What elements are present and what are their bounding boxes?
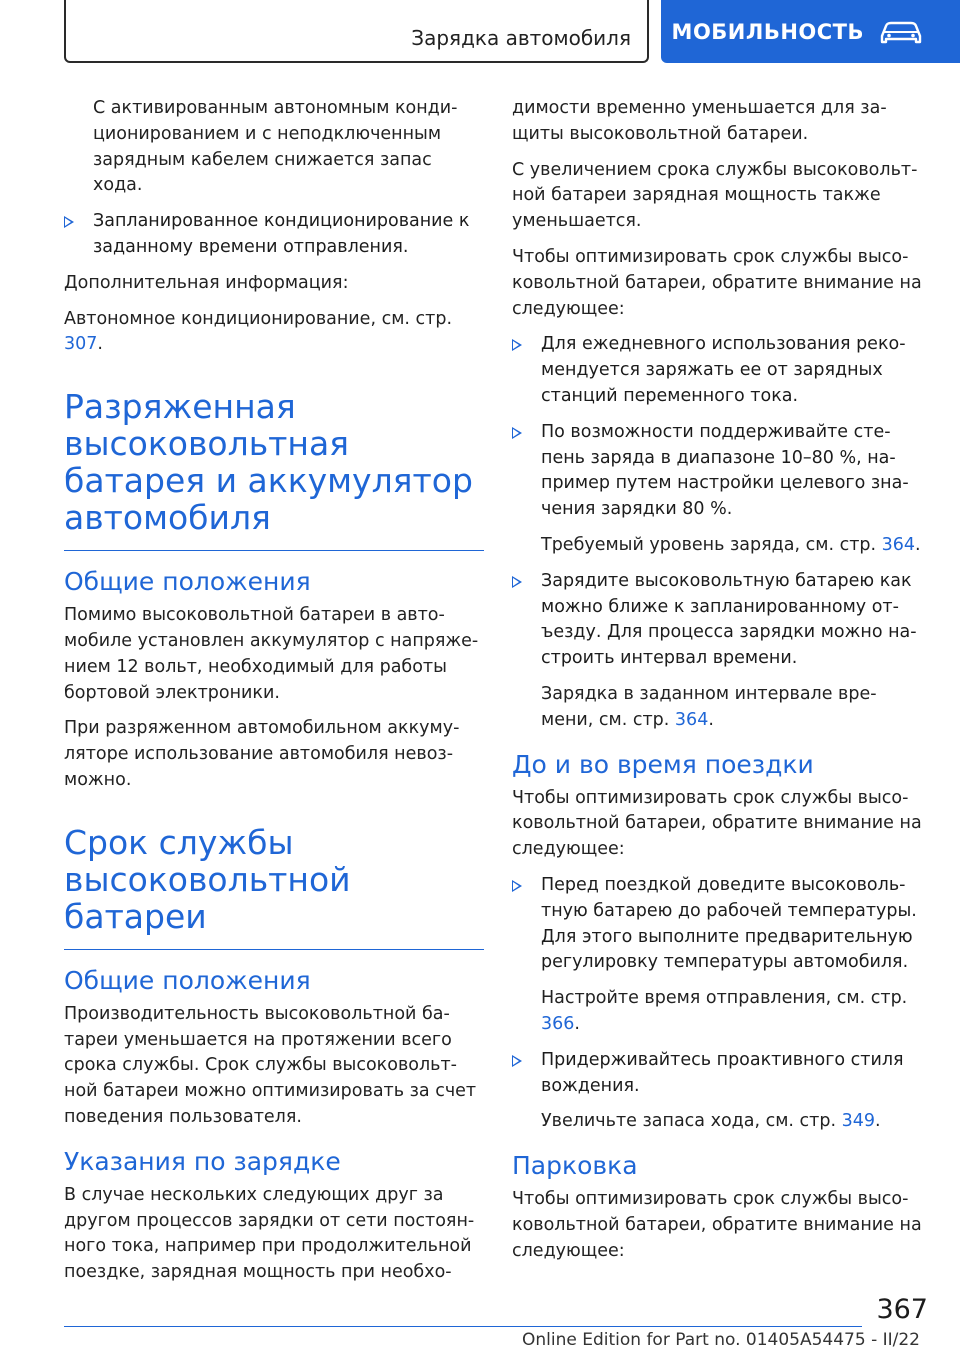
list-item bbox=[512, 420, 932, 523]
paragraph-with-ref bbox=[64, 307, 484, 359]
paragraph-with-ref bbox=[512, 1109, 932, 1135]
paragraph: В случае нескольких следующих друг за другом процессов зарядки от сети постоян- ного тока, например при продолжительной поездке, зарядная мощность при необхо- bbox=[64, 1184, 475, 1283]
footer-edition: Online Edition for Part no. 01405A54475 - II/22 bbox=[521, 1330, 920, 1350]
ref-text: Увеличьте запаса хода, см. стр. bbox=[541, 1111, 842, 1132]
page-link-364[interactable]: 364 bbox=[674, 709, 709, 730]
page-link-307[interactable]: 307 bbox=[64, 334, 98, 355]
list-item bbox=[512, 873, 932, 976]
ref-end: . bbox=[875, 1111, 881, 1132]
section-header bbox=[64, 0, 649, 63]
ref-text: Настройте время отправления, см. стр. bbox=[541, 988, 908, 1009]
list-item-text: Запланированное кондиционирование к заданному времени отправления. bbox=[93, 211, 470, 257]
paragraph: Чтобы оптимизировать срок службы высо- ковольтной батареи, обратите внимание на следующее: bbox=[512, 1189, 922, 1261]
paragraph-with-ref bbox=[512, 682, 932, 734]
ref-end: . bbox=[97, 334, 103, 355]
paragraph: Дополнительная информация: bbox=[64, 272, 349, 293]
ref-text: Требуемый уровень заряда, см. стр. bbox=[541, 534, 882, 555]
list-item-text: Зарядите высоковольтную батарею как можно ближе к запланированному от- ъезду. Для процесса зарядки можно на- строить интервал времени. bbox=[541, 570, 917, 669]
heading-discharged-battery: Разряженная высоковольтная батарея и аккумулятор автомобиля bbox=[64, 388, 484, 551]
car-icon bbox=[878, 18, 924, 46]
list-item bbox=[512, 332, 932, 409]
bullet-arrow-icon bbox=[64, 216, 74, 228]
ref-text: Зарядка в заданном интервале вре- мени, см. стр. bbox=[541, 683, 877, 730]
paragraph: С активированным автономным конди- ционированием и с неподключенным зарядным кабелем снижается запас хода. bbox=[93, 98, 458, 196]
paragraph-with-ref bbox=[512, 533, 932, 559]
subheading-general: Общие положения bbox=[64, 567, 311, 597]
paragraph: Чтобы оптимизировать срок службы высо- ковольтной батареи, обратите внимание на следующее: bbox=[512, 787, 922, 860]
right-column bbox=[512, 96, 932, 1274]
left-column bbox=[64, 96, 484, 1296]
footer-divider bbox=[64, 1326, 862, 1327]
subheading-general: Общие положения bbox=[64, 965, 311, 995]
bullet-arrow-icon bbox=[512, 1055, 522, 1067]
ref-text: Автономное кондиционирование, см. стр. bbox=[64, 308, 453, 329]
list-item bbox=[512, 1048, 932, 1100]
subheading-parking: Парковка bbox=[512, 1151, 638, 1181]
bullet-arrow-icon bbox=[512, 427, 522, 439]
subheading-before-during-trip: До и во время поездки bbox=[512, 749, 814, 779]
paragraph: димости временно уменьшается для за- щиты высоковольтной батареи. bbox=[512, 98, 887, 144]
subheading-charging-notes: Указания по зарядке bbox=[64, 1146, 341, 1176]
section-title: Зарядка автомобиля bbox=[411, 26, 631, 50]
paragraph-with-ref bbox=[512, 986, 932, 1038]
page-link-366[interactable]: 366 bbox=[541, 1013, 575, 1034]
ref-end: . bbox=[574, 1013, 580, 1034]
list-item bbox=[64, 209, 484, 261]
list-item-text: Придерживайтесь проактивного стиля вождения. bbox=[541, 1049, 904, 1096]
list-item-text: Для ежедневного использования реко- мендуется заряжать ее от зарядных станций переменного тока. bbox=[541, 334, 906, 406]
paragraph: С увеличением срока службы высоковольт- ной батареи зарядная мощность также уменьшается. bbox=[512, 159, 918, 232]
list-item-text: Перед поездкой доведите высоковоль- тную батарею до рабочей температуры. Для этого выполните предварительную регулировку температуры автомобиля. bbox=[541, 874, 917, 973]
bullet-arrow-icon bbox=[512, 880, 522, 892]
paragraph: Чтобы оптимизировать срок службы высо- ковольтной батареи, обратите внимание на следующее: bbox=[512, 246, 922, 319]
chapter-tab[interactable] bbox=[661, 0, 960, 63]
list-item-text: По возможности поддерживайте сте- пень заряда в диапазоне 10–80 %, на- пример путем настройки целевого зна- чения зарядки 80 %. bbox=[541, 421, 909, 520]
ref-end: . bbox=[708, 709, 714, 730]
ref-end: . bbox=[915, 534, 921, 555]
bullet-arrow-icon bbox=[512, 339, 522, 351]
chapter-tab-label: МОБИЛЬНОСТЬ bbox=[671, 19, 864, 44]
paragraph: При разряженном автомобильном аккуму- ляторе использование автомобиля невоз- можно. bbox=[64, 718, 460, 790]
list-item bbox=[512, 569, 932, 672]
page-link-364[interactable]: 364 bbox=[881, 534, 916, 555]
page-link-349[interactable]: 349 bbox=[841, 1111, 875, 1132]
bullet-arrow-icon bbox=[512, 576, 522, 588]
heading-battery-lifetime: Срок службы высоковольтной батареи bbox=[64, 824, 484, 950]
paragraph: Помимо высоковольтной батареи в авто- мобиле установлен аккумулятор с напряже- нием 12 вольт, необходимый для работы бортовой электроники. bbox=[64, 605, 479, 703]
page-number: 367 bbox=[876, 1294, 928, 1325]
paragraph: Производительность высоковольтной ба- тареи уменьшается на протяжении всего срока службы. Срок службы высоковольт- ной батареи можно оптимизировать за счет поведения пользователя. bbox=[64, 1003, 477, 1127]
